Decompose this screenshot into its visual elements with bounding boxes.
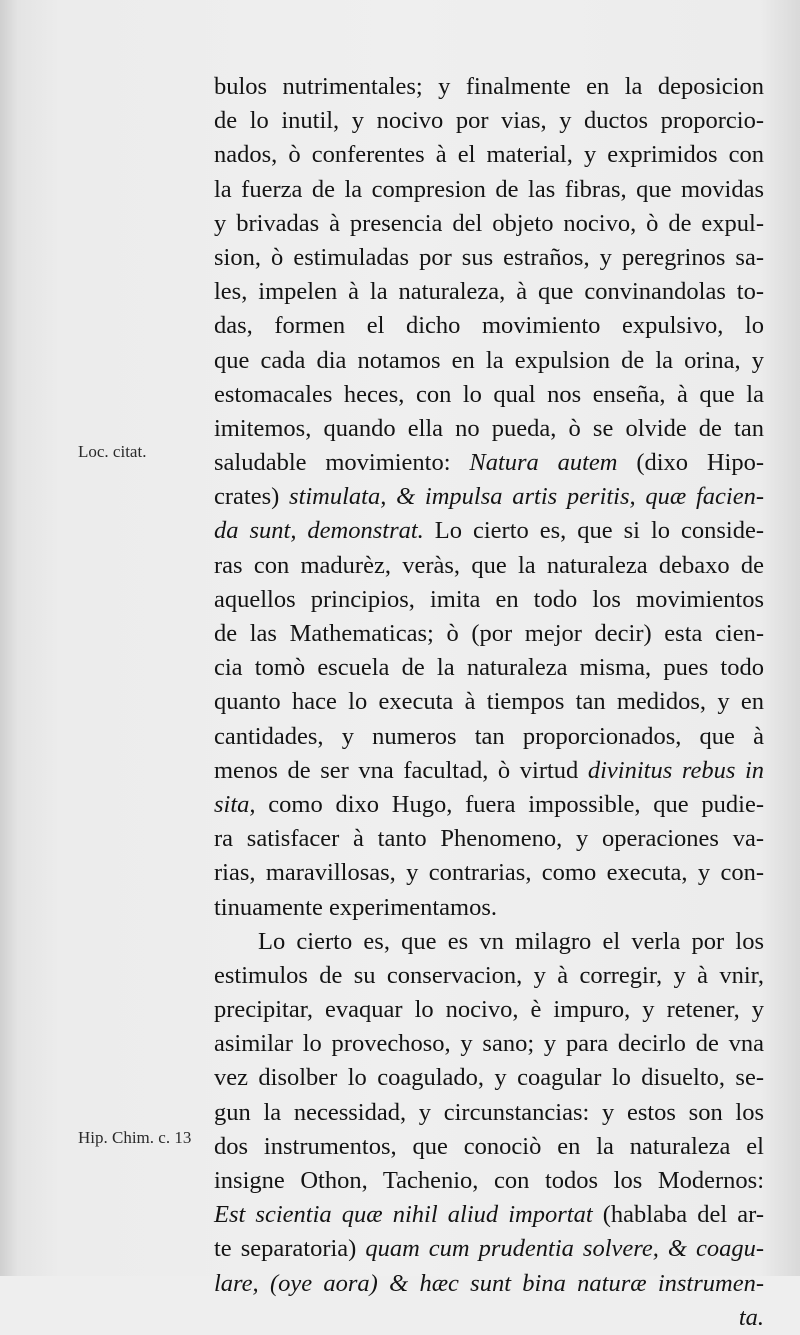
text-line: asimilar lo provechoso, y sano; y para decirlo de vna (214, 1030, 764, 1058)
catchword-text: ta. (738, 1303, 764, 1331)
text-line: cantidades, y numeros tan proporcionados, que à (214, 722, 764, 750)
catchword (214, 1301, 764, 1335)
text-line: Lo cierto es, que es vn milagro el verla por los (258, 927, 764, 955)
text-line (214, 480, 764, 514)
text-line: das, formen el dicho movimiento expulsivo, lo (214, 312, 764, 340)
latin-quote: Est scientia quæ nihil aliud importat (214, 1201, 593, 1229)
margin-note-loc-citat: Loc. citat. (78, 442, 147, 461)
text-line: de lo inutil, y nocivo por vias, y ductos proporcio- (214, 107, 764, 135)
text-line (214, 1198, 764, 1232)
latin-quote: sita, (214, 790, 256, 818)
text-line: nados, ò conferentes à el material, y exprimidos con (214, 141, 764, 169)
text-segment: (dixo Hipo- (617, 449, 764, 477)
text-segment: te separatoria) (214, 1235, 357, 1263)
text-line: insigne Othon, Tachenio, con todos los Modernos: (214, 1167, 764, 1194)
latin-quote: Natura autem (450, 449, 618, 477)
latin-quote: stimulata, & impulsa artis peritis, quæ facien- (279, 483, 764, 511)
text-line: dos instrumentos, que conociò en la naturaleza el (214, 1132, 764, 1160)
text-line: ras con madurèz, veràs, que la naturaleza debaxo de (214, 551, 764, 579)
text-line: la fuerza de la compresion de las fibras, que movidas (214, 175, 764, 203)
text-line: precipitar, evaquar lo nocivo, è impuro, y retener, y (214, 996, 764, 1024)
text-line: de las Mathematicas; ò (por mejor decir) esta cien- (214, 620, 764, 647)
text-segment: crates) (214, 483, 280, 511)
text-segment: (hablaba del ar- (592, 1201, 764, 1229)
text-segment: Lo cierto es, que si lo conside- (423, 517, 764, 545)
text-line: vez disolber lo coagulado, y coagular lo disuelto, se- (214, 1064, 764, 1092)
text-segment: saludable movimiento: (214, 449, 451, 477)
latin-quote: divinitus rebus in (578, 756, 765, 784)
text-line: cia tomò escuela de la naturaleza misma, pues todo (214, 654, 764, 682)
text-line: aquellos principios, imita en todo los movimientos (214, 585, 764, 613)
text-line: sion, ò estimuladas por sus estraños, y peregrinos sa- (214, 243, 764, 271)
text-line (214, 1267, 764, 1301)
text-line: estimulos de su conservacion, y à corregir, y à vnir, (214, 961, 764, 989)
text-line: ra satisfacer à tanto Phenomeno, y operaciones va- (214, 825, 764, 853)
text-line: rias, maravillosas, y contrarias, como executa, y con- (214, 859, 764, 887)
text-line: bulos nutrimentales; y finalmente en la deposicion (214, 73, 764, 100)
body-text (214, 70, 764, 1335)
text-line: y brivadas à presencia del objeto nocivo, ò de expul- (214, 209, 764, 237)
latin-quote: da sunt, demonstrat. (214, 517, 424, 545)
latin-quote: quam cum prudentia solvere, & coagu- (356, 1235, 764, 1263)
text-segment: menos de ser vna facultad, ò virtud (214, 756, 579, 784)
margin-note-hip-chim: Hip. Chim. c. 13 (78, 1128, 192, 1147)
text-line (214, 788, 764, 822)
text-line (214, 1232, 764, 1266)
latin-quote: lare, (oye aora) (214, 1269, 378, 1297)
text-line (214, 446, 764, 480)
text-line: que cada dia notamos en la expulsion de la orina, y (214, 346, 764, 374)
text-line: imitemos, quando ella no pueda, ò se olvide de tan (214, 414, 764, 442)
text-line (214, 754, 764, 788)
text-line (214, 514, 764, 548)
latin-quote: & hæc sunt bina naturæ instrumen- (377, 1269, 764, 1297)
text-segment: como dixo Hugo, fuera impossible, que pudie- (255, 790, 764, 818)
text-line: gun la necessidad, y circunstancias: y estos son los (214, 1098, 764, 1126)
text-line: quanto hace lo executa à tiempos tan medidos, y en (214, 688, 764, 716)
text-line: estomacales heces, con lo qual nos enseña, à que la (214, 380, 764, 408)
text-line: les, impelen à la naturaleza, à que convinandolas to- (214, 278, 764, 306)
text-line: tinuamente experimentamos. (214, 893, 498, 921)
